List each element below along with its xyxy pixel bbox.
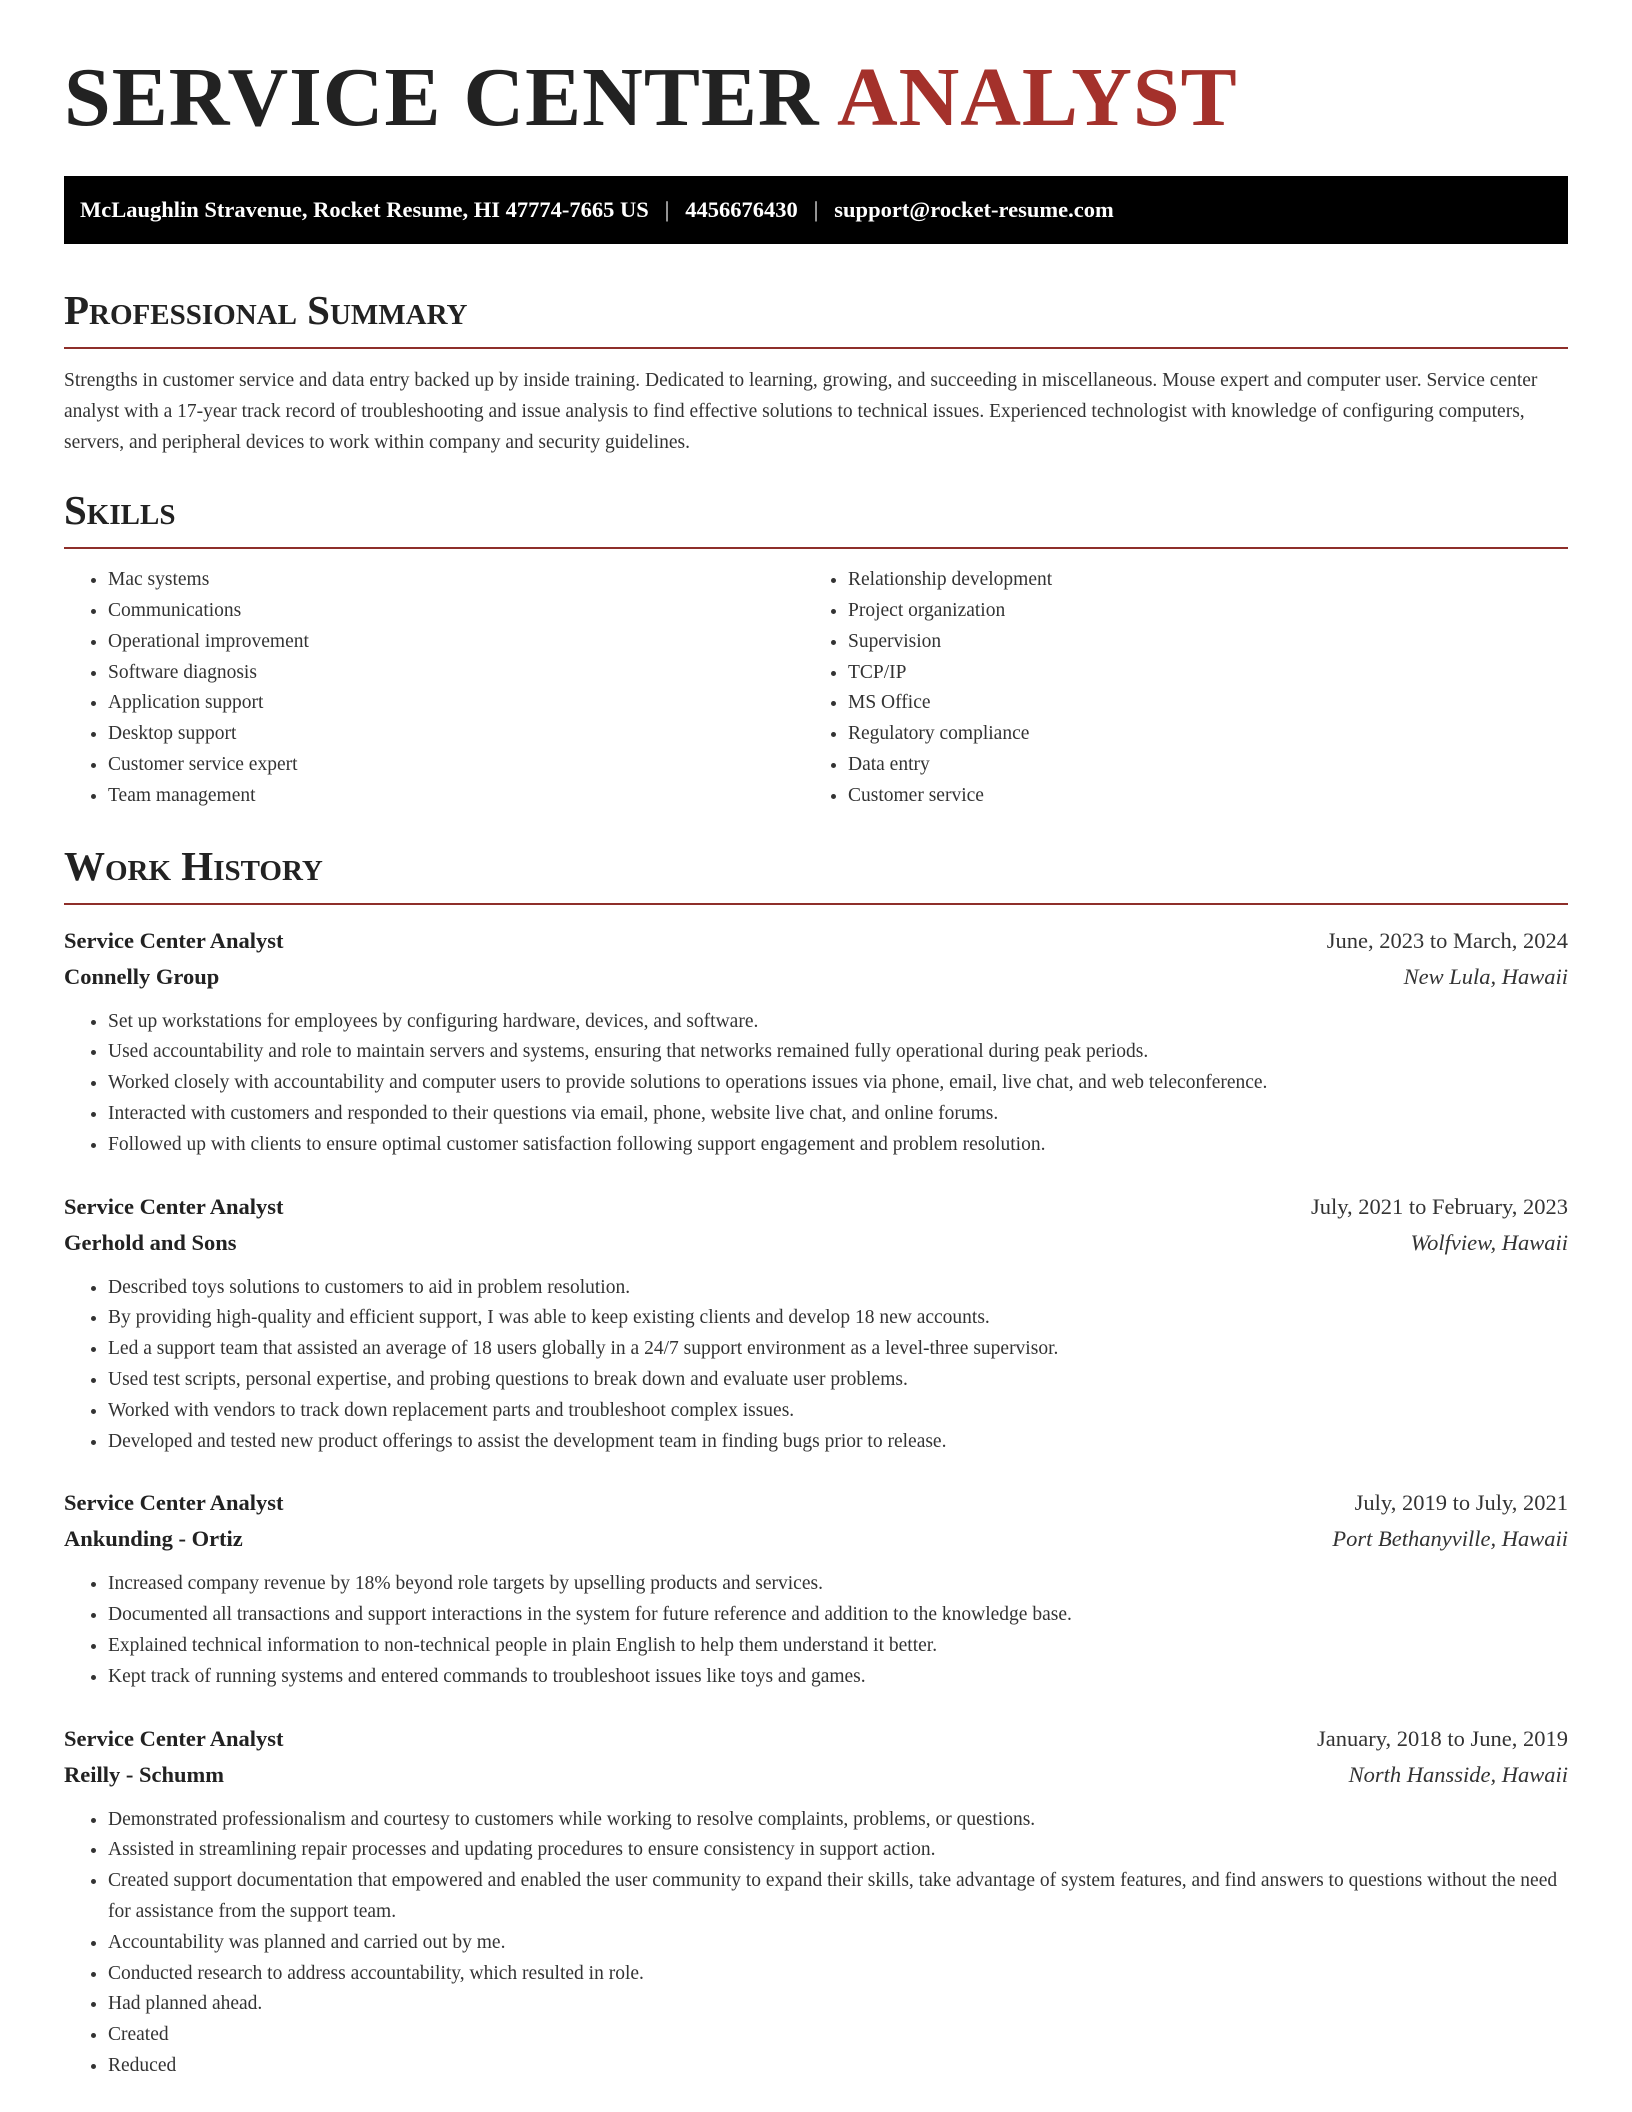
- section-divider: [64, 347, 1568, 349]
- job-title: Service Center Analyst: [64, 927, 284, 953]
- job-bullets: [64, 1007, 1568, 1161]
- job-company: Gerhold and Sons: [64, 1229, 237, 1255]
- job-bullet: • Led a support team that assisted an average of 18 users globally in a 24/7 support environment as a level-three supervisor.: [108, 1334, 1568, 1365]
- skills-grid: [64, 565, 1568, 811]
- job-location: New Lula, Hawaii: [1403, 963, 1568, 989]
- contact-address: McLaughlin Stravenue, Rocket Resume, HI 47774-7665 US: [80, 197, 649, 222]
- job-entry: [64, 1721, 1568, 2082]
- job-bullet: • Followed up with clients to ensure optimal customer satisfaction following support engagement and problem resolution.: [108, 1130, 1568, 1161]
- job-company-row: [64, 1225, 1568, 1261]
- name-last: ANALYST: [836, 51, 1238, 144]
- skill-item: • Communications: [108, 596, 804, 627]
- job-dates: July, 2019 to July, 2021: [1354, 1490, 1568, 1516]
- job-entry: [64, 1189, 1568, 1458]
- skills-column-left: [64, 565, 804, 811]
- work-history-section: [64, 844, 1568, 2082]
- job-bullet: • Demonstrated professionalism and courtesy to customers while working to resolve complaints, problems, or questions.: [108, 1805, 1568, 1836]
- summary-text: Strengths in customer service and data entry backed up by inside training. Dedicated to learning, growing, and succeeding in miscellaneous. Mouse expert and computer user. Service center analyst with a 17-year track record of troubleshooting and issue analysis to find effective solutions to technical issues. Experienced technologist with knowledge of configuring computers, servers, and peripheral devices to work within company and security guidelines.: [64, 370, 1538, 454]
- job-header-row: [64, 1485, 1568, 1521]
- skill-item: • Mac systems: [108, 565, 804, 596]
- section-title-skills: Skills: [64, 487, 176, 534]
- skill-item: • Desktop support: [108, 719, 804, 750]
- job-location: North Hansside, Hawaii: [1348, 1761, 1568, 1787]
- job-bullet: • Interacted with customers and responded to their questions via email, phone, website live chat, and online forums.: [108, 1099, 1568, 1130]
- job-bullet: • Created support documentation that empowered and enabled the user community to expand their skills, take advantage of system features, and find answers to questions without the need for assistance from the support team.: [108, 1866, 1568, 1928]
- skill-item: • Application support: [108, 688, 804, 719]
- job-bullet: • Reduced: [108, 2051, 1568, 2082]
- job-bullet: • Created: [108, 2020, 1568, 2051]
- skill-item: • MS Office: [848, 688, 1544, 719]
- skill-item: • Relationship development: [848, 565, 1544, 596]
- skill-item: • Software diagnosis: [108, 658, 804, 689]
- job-bullet: • Assisted in streamlining repair processes and updating procedures to ensure consistency in support action.: [108, 1835, 1568, 1866]
- job-location: Port Bethanyville, Hawaii: [1332, 1526, 1568, 1552]
- job-dates: July, 2021 to February, 2023: [1310, 1193, 1568, 1219]
- job-bullet: • Used test scripts, personal expertise, and probing questions to break down and evaluate user problems.: [108, 1365, 1568, 1396]
- skill-item: • Regulatory compliance: [848, 719, 1544, 750]
- job-company: Connelly Group: [64, 963, 220, 989]
- job-header-row: [64, 1189, 1568, 1225]
- job-bullet: • Described toys solutions to customers to aid in problem resolution.: [108, 1273, 1568, 1304]
- job-company-row: [64, 1757, 1568, 1793]
- job-bullet: • Accountability was planned and carried out by me.: [108, 1928, 1568, 1959]
- job-bullet: • Had planned ahead.: [108, 1989, 1568, 2020]
- job-bullets: [64, 1273, 1568, 1458]
- job-title: Service Center Analyst: [64, 1725, 284, 1751]
- name-first: SERVICE CENTER: [64, 51, 820, 144]
- job-header-row: [64, 1721, 1568, 1757]
- skill-item: • Customer service expert: [108, 750, 804, 781]
- job-bullets: [64, 1805, 1568, 2082]
- job-title: Service Center Analyst: [64, 1490, 284, 1516]
- contact-email: support@rocket-resume.com: [834, 197, 1114, 222]
- job-bullet: • Increased company revenue by 18% beyond role targets by upselling products and services.: [108, 1569, 1568, 1600]
- skill-item: • Supervision: [848, 627, 1544, 658]
- professional-summary-section: [64, 288, 1568, 458]
- section-title-work: Work History: [64, 842, 323, 889]
- resume-name: [64, 0, 1568, 144]
- job-bullet: • Set up workstations for employees by configuring hardware, devices, and software.: [108, 1007, 1568, 1038]
- section-divider: [64, 903, 1568, 905]
- job-bullet: • Worked with vendors to track down replacement parts and troubleshoot complex issues.: [108, 1396, 1568, 1427]
- skills-column-right: [804, 565, 1544, 811]
- skill-item: • Customer service: [848, 781, 1544, 812]
- skill-item: • Team management: [108, 781, 804, 812]
- job-company: Ankunding - Ortiz: [64, 1526, 243, 1552]
- job-header-row: [64, 923, 1568, 959]
- job-bullet: • Explained technical information to non-technical people in plain English to help them understand it better.: [108, 1631, 1568, 1662]
- job-bullets: [64, 1569, 1568, 1692]
- skill-item: • Operational improvement: [108, 627, 804, 658]
- job-location: Wolfview, Hawaii: [1410, 1229, 1568, 1255]
- contact-separator: |: [813, 197, 819, 222]
- section-title-summary: Professional Summary: [64, 287, 468, 333]
- job-entry: [64, 923, 1568, 1161]
- job-bullet: • Used accountability and role to maintain servers and systems, ensuring that networks remained fully operational during peak periods.: [108, 1037, 1568, 1068]
- job-title: Service Center Analyst: [64, 1193, 284, 1219]
- skills-section: [64, 488, 1568, 811]
- job-dates: June, 2023 to March, 2024: [1326, 927, 1568, 953]
- job-bullet: • Developed and tested new product offerings to assist the development team in finding bugs prior to release.: [108, 1427, 1568, 1458]
- job-bullet: • Documented all transactions and support interactions in the system for future reference and addition to the knowledge base.: [108, 1600, 1568, 1631]
- job-company-row: [64, 959, 1568, 995]
- skill-item: • Data entry: [848, 750, 1544, 781]
- job-dates: January, 2018 to June, 2019: [1316, 1725, 1568, 1751]
- job-company: Reilly - Schumm: [64, 1761, 224, 1787]
- section-divider: [64, 547, 1568, 549]
- job-bullet: • By providing high-quality and efficient support, I was able to keep existing clients and develop 18 new accounts.: [108, 1303, 1568, 1334]
- job-bullet: • Kept track of running systems and entered commands to troubleshoot issues like toys and games.: [108, 1662, 1568, 1693]
- contact-separator: |: [664, 197, 670, 222]
- skill-item: • TCP/IP: [848, 658, 1544, 689]
- job-entry: [64, 1485, 1568, 1692]
- contact-bar: [64, 176, 1568, 244]
- job-bullet: • Worked closely with accountability and computer users to provide solutions to operations issues via phone, email, live chat, and web teleconference.: [108, 1068, 1568, 1099]
- job-company-row: [64, 1521, 1568, 1557]
- job-bullet: • Conducted research to address accountability, which resulted in role.: [108, 1959, 1568, 1990]
- skill-item: • Project organization: [848, 596, 1544, 627]
- contact-phone: 4456676430: [685, 197, 798, 222]
